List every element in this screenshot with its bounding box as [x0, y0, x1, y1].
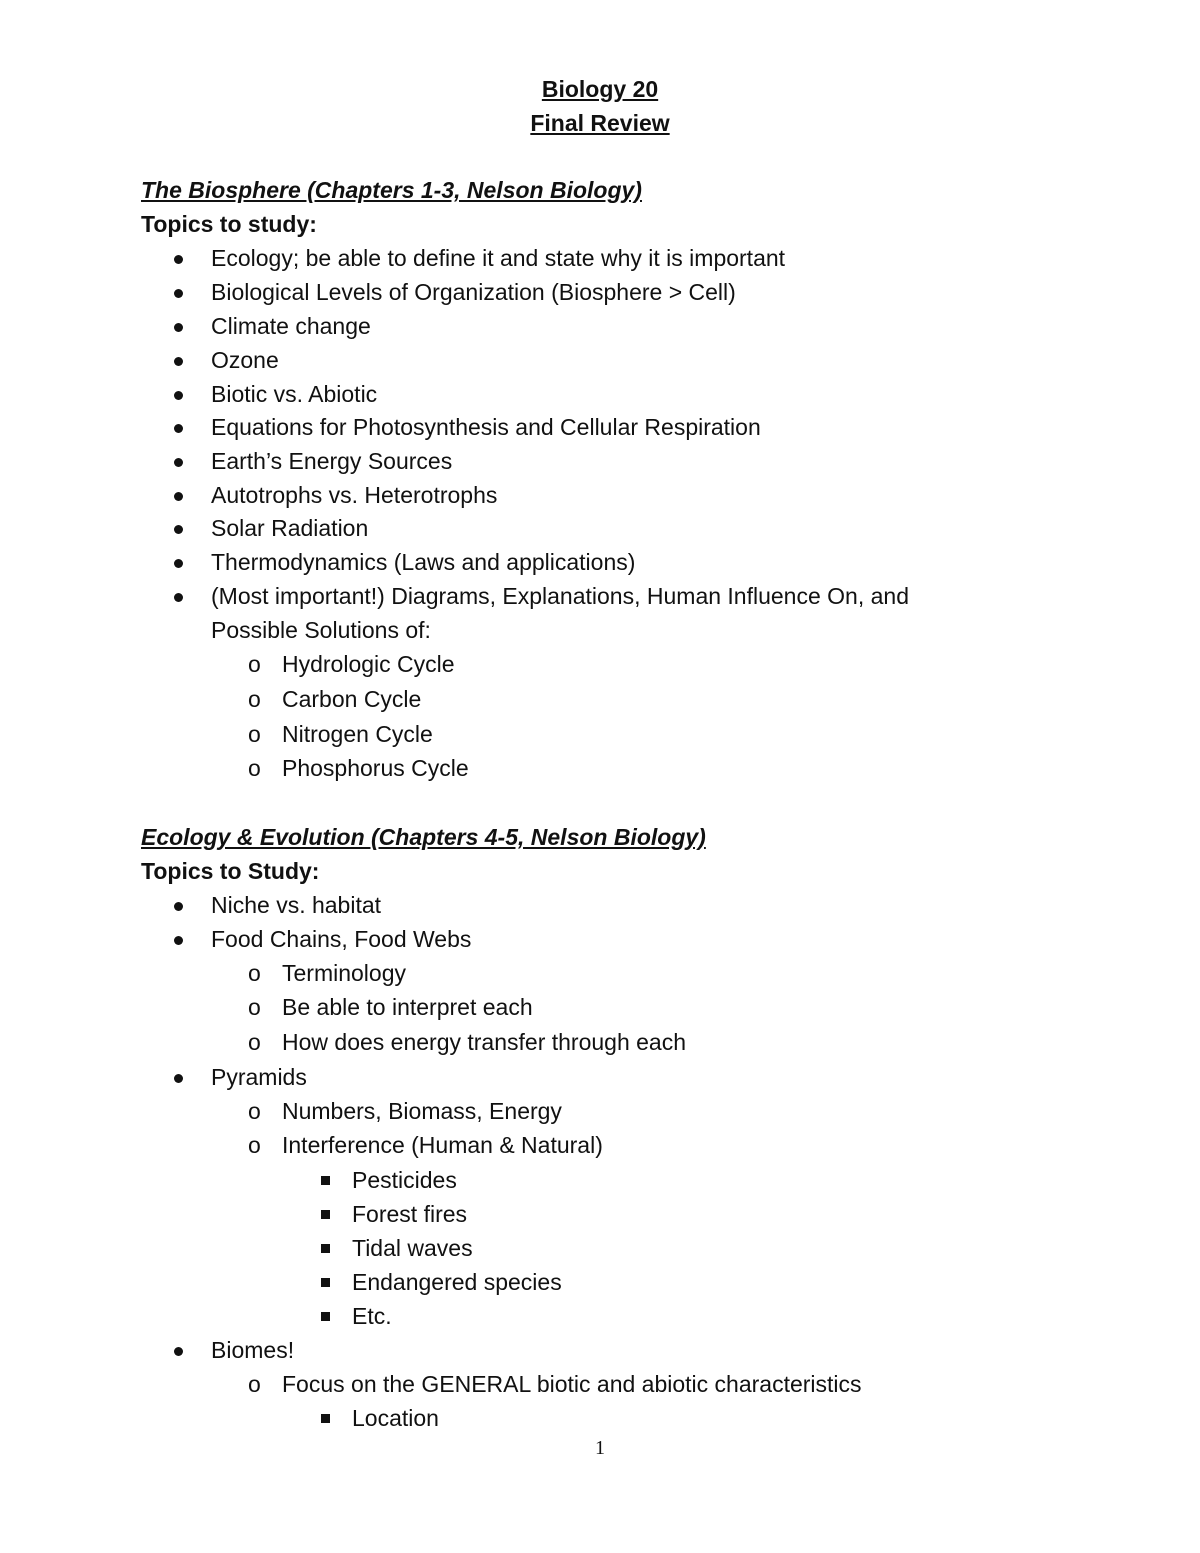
- list-item: Climate change: [211, 313, 371, 340]
- list-item: Solar Radiation: [211, 515, 368, 542]
- square-bullet-icon: [321, 1176, 330, 1185]
- list-item: Autotrophs vs. Heterotrophs: [211, 482, 497, 509]
- sub-list-item: o Carbon Cycle: [248, 686, 422, 712]
- sub-bullet-icon: o: [248, 686, 261, 712]
- bullet-icon: [174, 424, 183, 433]
- list-item: Earth’s Energy Sources: [211, 448, 452, 475]
- sub-sub-list-item: Forest fires: [352, 1201, 467, 1228]
- sub-bullet-icon: o: [248, 1029, 261, 1055]
- bullet-icon: [174, 593, 183, 602]
- list-item: Niche vs. habitat: [211, 892, 381, 919]
- sub-bullet-icon: o: [248, 1132, 261, 1158]
- bullet-icon: [174, 525, 183, 534]
- sub-bullet-icon: o: [248, 1098, 261, 1124]
- list-item: Thermodynamics (Laws and applications): [211, 549, 635, 576]
- sub-list-item: o Numbers, Biomass, Energy: [248, 1098, 562, 1124]
- square-bullet-icon: [321, 1312, 330, 1321]
- sub-sub-list-item: Endangered species: [352, 1269, 562, 1296]
- sub-list-item: o Phosphorus Cycle: [248, 755, 469, 781]
- sub-list-item: o Be able to interpret each: [248, 994, 533, 1020]
- list-item: (Most important!) Diagrams, Explanations, Human Influence On, and: [211, 583, 909, 610]
- sub-list-item: o Terminology: [248, 960, 406, 986]
- topics-label: Topics to Study:: [141, 858, 320, 884]
- sub-list-item: o Hydrologic Cycle: [248, 651, 455, 677]
- sub-bullet-icon: o: [248, 1371, 261, 1397]
- square-bullet-icon: [321, 1244, 330, 1253]
- document-title: Biology 20: [541, 76, 659, 102]
- sub-bullet-icon: o: [248, 651, 261, 677]
- sub-list-item: o Focus on the GENERAL biotic and abiotic characteristics: [248, 1371, 862, 1397]
- bullet-icon: [174, 1347, 183, 1356]
- sub-bullet-icon: o: [248, 721, 261, 747]
- bullet-icon: [174, 559, 183, 568]
- bullet-icon: [174, 936, 183, 945]
- list-item: Biotic vs. Abiotic: [211, 381, 377, 408]
- sub-sub-list-item: Pesticides: [352, 1167, 457, 1194]
- sub-sub-list-item: Location: [352, 1405, 439, 1432]
- list-item: Biomes!: [211, 1337, 294, 1364]
- list-item: Ozone: [211, 347, 279, 374]
- bullet-icon: [174, 289, 183, 298]
- list-item: Equations for Photosynthesis and Cellular Respiration: [211, 414, 761, 441]
- section-heading-biosphere: The Biosphere (Chapters 1-3, Nelson Biology): [141, 177, 642, 203]
- bullet-icon: [174, 391, 183, 400]
- bullet-icon: [174, 255, 183, 264]
- bullet-icon: [174, 902, 183, 911]
- list-item: Biological Levels of Organization (Biosphere > Cell): [211, 279, 736, 306]
- sub-sub-list-item: Etc.: [352, 1303, 392, 1330]
- sub-bullet-icon: o: [248, 960, 261, 986]
- page-number: 1: [595, 1437, 605, 1459]
- list-item: Ecology; be able to define it and state why it is important: [211, 245, 785, 272]
- list-item-continuation: Possible Solutions of:: [211, 617, 431, 643]
- sub-bullet-icon: o: [248, 755, 261, 781]
- document-subtitle: Final Review: [530, 110, 670, 136]
- square-bullet-icon: [321, 1210, 330, 1219]
- bullet-icon: [174, 458, 183, 467]
- square-bullet-icon: [321, 1278, 330, 1287]
- sub-list-item: o Nitrogen Cycle: [248, 721, 433, 747]
- bullet-icon: [174, 492, 183, 501]
- square-bullet-icon: [321, 1414, 330, 1423]
- section-heading-ecology: Ecology & Evolution (Chapters 4-5, Nelson Biology): [141, 824, 706, 850]
- sub-list-item: o Interference (Human & Natural): [248, 1132, 603, 1158]
- sub-bullet-icon: o: [248, 994, 261, 1020]
- topics-label: Topics to study:: [141, 211, 317, 237]
- bullet-icon: [174, 357, 183, 366]
- bullet-icon: [174, 323, 183, 332]
- list-item: Pyramids: [211, 1064, 307, 1091]
- sub-sub-list-item: Tidal waves: [352, 1235, 473, 1262]
- list-item: Food Chains, Food Webs: [211, 926, 471, 953]
- sub-list-item: o How does energy transfer through each: [248, 1029, 687, 1055]
- bullet-icon: [174, 1074, 183, 1083]
